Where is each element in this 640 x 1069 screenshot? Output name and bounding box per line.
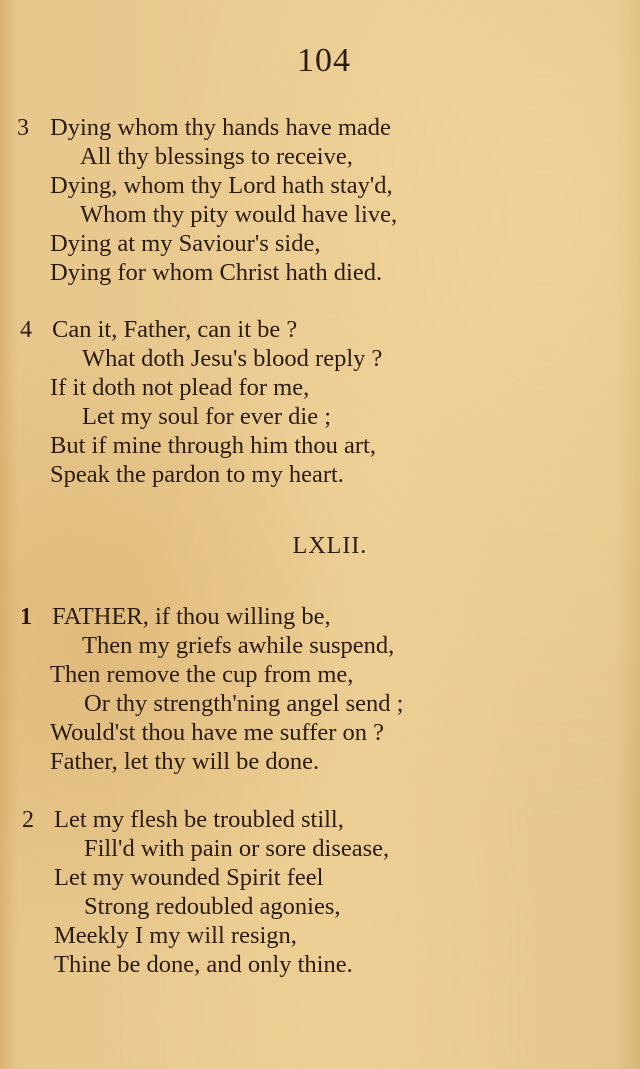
verse-line: Then my griefs awhile suspend, bbox=[82, 632, 395, 659]
verse-number: 3 bbox=[17, 115, 29, 141]
verse-line: Let my soul for ever die ; bbox=[82, 403, 332, 430]
verse-line: Father, let thy will be done. bbox=[50, 748, 320, 775]
verse-number: 4 bbox=[20, 317, 32, 343]
verse-line: Dying at my Saviour's side, bbox=[50, 230, 321, 257]
page-number: 104 bbox=[297, 42, 351, 79]
verse-line: Would'st thou have me suffer on ? bbox=[50, 719, 385, 746]
verse-line: Dying whom thy hands have made bbox=[50, 114, 391, 141]
verse-line: Strong redoubled agonies, bbox=[84, 893, 341, 920]
verse-line: But if mine through him thou art, bbox=[50, 432, 376, 459]
verse-line: Thine be done, and only thine. bbox=[54, 951, 353, 978]
verse-line: Let my wounded Spirit feel bbox=[54, 864, 324, 891]
verse-line: FATHER, if thou willing be, bbox=[52, 603, 331, 630]
verse-line: Can it, Father, can it be ? bbox=[52, 316, 298, 343]
verse-line: All thy blessings to receive, bbox=[80, 143, 353, 170]
verse-line: Then remove the cup from me, bbox=[50, 661, 354, 688]
verse-line: What doth Jesu's blood reply ? bbox=[82, 345, 383, 372]
verse-line: If it doth not plead for me, bbox=[50, 374, 310, 401]
verse-number: 1 bbox=[20, 604, 32, 630]
verse-line: Or thy strength'ning angel send ; bbox=[84, 690, 404, 717]
verse-line: Dying, whom thy Lord hath stay'd, bbox=[50, 172, 393, 199]
verse-line: Whom thy pity would have live, bbox=[80, 201, 398, 228]
verse-line: Fill'd with pain or sore disease, bbox=[84, 835, 390, 862]
verse-line: Let my flesh be troubled still, bbox=[54, 806, 344, 833]
hymn-title: LXLII. bbox=[292, 533, 368, 559]
verse-line: Dying for whom Christ hath died. bbox=[50, 259, 383, 286]
verse-number: 2 bbox=[22, 807, 34, 833]
verse-line: Speak the pardon to my heart. bbox=[50, 461, 344, 488]
verse-line: Meekly I my will resign, bbox=[54, 922, 297, 949]
